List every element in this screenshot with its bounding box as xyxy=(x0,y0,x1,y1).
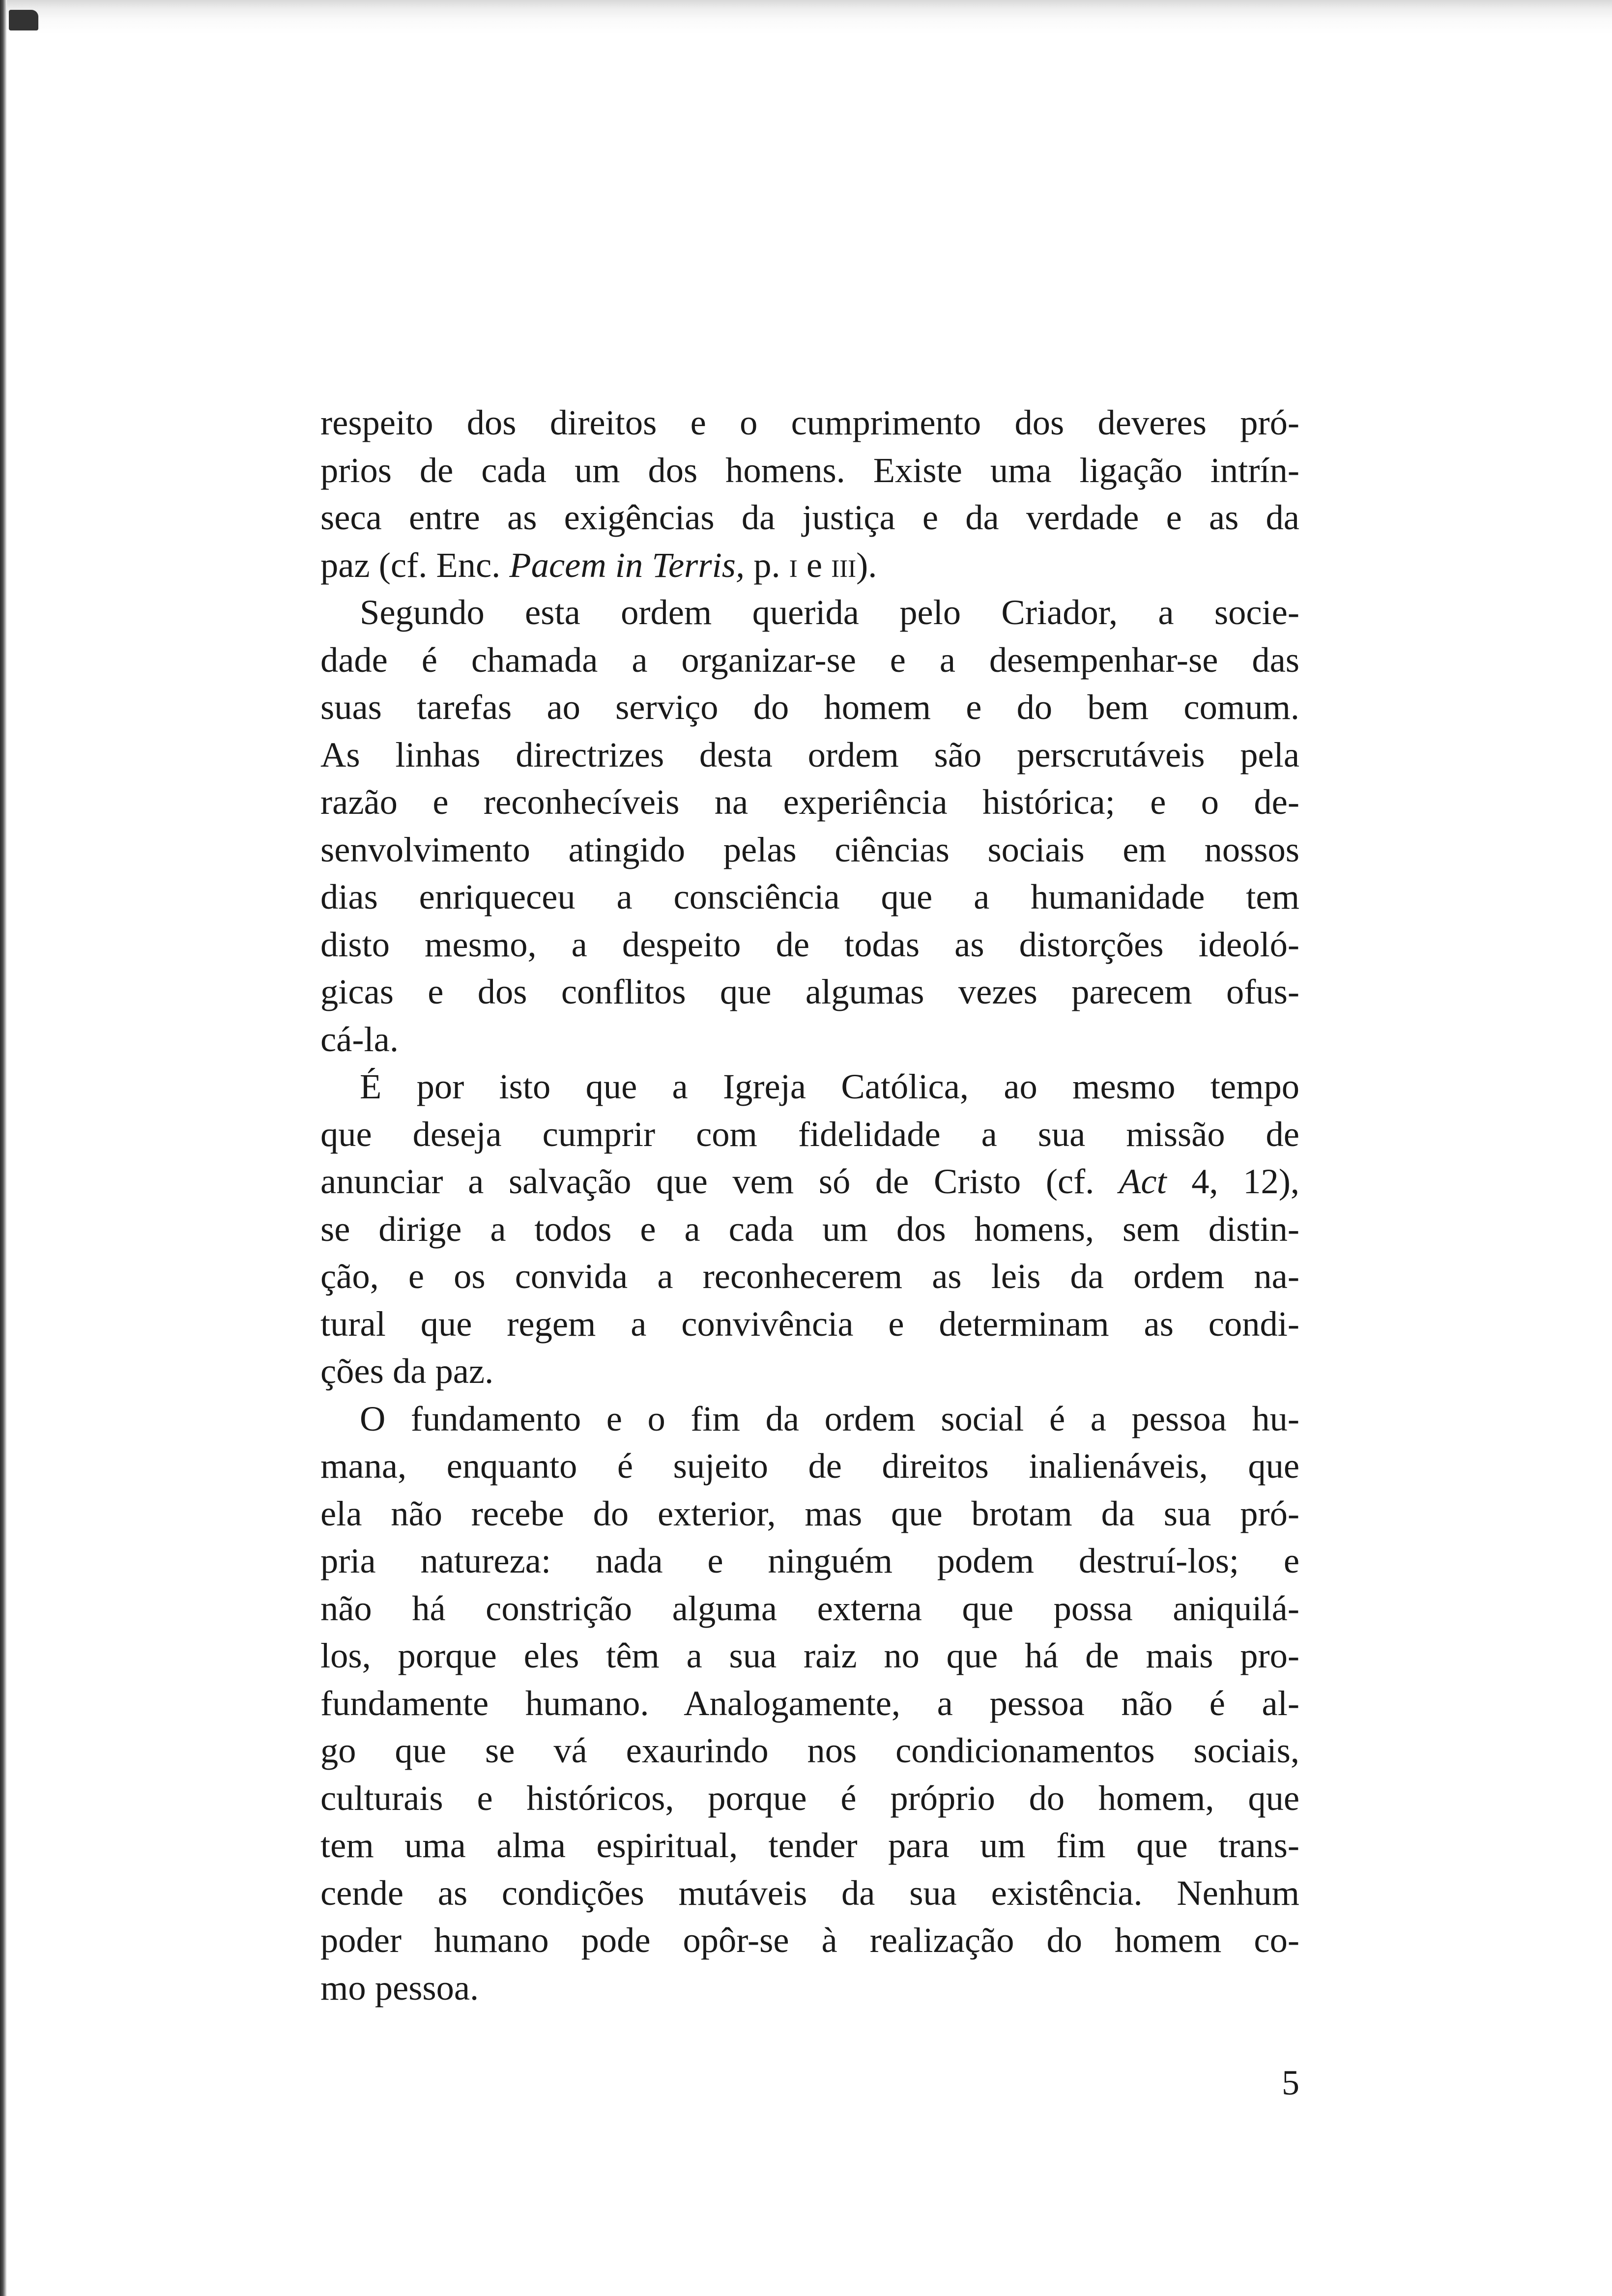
page-number: 5 xyxy=(1282,2063,1299,2102)
text-line: paz (cf. Enc. Pacem in Terris, p. i e iii). xyxy=(320,545,877,585)
text-line: É por isto que a Igreja Católica, ao mesmo tempo xyxy=(360,1066,1299,1106)
scan-top-edge xyxy=(0,0,1612,34)
text-line: O fundamento e o fim da ordem social é a pessoa hu- xyxy=(360,1398,1299,1438)
text-line: culturais e históricos, porque é próprio do homem, que xyxy=(320,1778,1299,1818)
text-line: razão e reconhecíveis na experiência histórica; e o de- xyxy=(320,782,1299,822)
text-line: gicas e dos conflitos que algumas vezes parecem ofus- xyxy=(320,972,1299,1011)
text-line: ção, e os convida a reconhecerem as leis da ordem na- xyxy=(320,1256,1299,1296)
text-line: se dirige a todos e a cada um dos homens, sem distin- xyxy=(320,1208,1299,1249)
text-line: ela não recebe do exterior, mas que brotam da sua pró- xyxy=(320,1493,1299,1533)
text-line: não há constrição alguma externa que possa aniquilá- xyxy=(320,1588,1299,1628)
text-line: ções da paz. xyxy=(320,1351,494,1391)
text-line: fundamente humano. Analogamente, a pessoa não é al- xyxy=(320,1683,1299,1723)
text-line: respeito dos direitos e o cumprimento dos deveres pró- xyxy=(320,402,1299,442)
text-line: suas tarefas ao serviço do homem e do bem comum. xyxy=(320,687,1299,727)
text-line: que deseja cumprir com fidelidade a sua missão de xyxy=(320,1114,1299,1154)
scan-corner-mark xyxy=(9,10,38,30)
text-line: senvolvimento atingido pelas ciências sociais em nossos xyxy=(320,829,1299,869)
text-line: mana, enquanto é sujeito de direitos inalienáveis, que xyxy=(320,1446,1299,1486)
text-line: anunciar a salvação que vem só de Cristo (cf. Act 4, 12), xyxy=(320,1161,1299,1201)
text-line: poder humano pode opôr-se à realização do homem co- xyxy=(320,1920,1299,1960)
text-line: cende as condições mutáveis da sua existência. Nenhum xyxy=(320,1872,1299,1913)
text-line: dias enriqueceu a consciência que a humanidade tem xyxy=(320,877,1299,917)
text-line: Segundo esta ordem querida pelo Criador, a socie- xyxy=(360,592,1299,632)
text-line: cá-la. xyxy=(320,1019,399,1059)
text-line: mo pessoa. xyxy=(320,1967,479,2008)
text-line: seca entre as exigências da justiça e da verdade e as da xyxy=(320,497,1299,537)
text-line: tural que regem a convivência e determinam as condi- xyxy=(320,1303,1299,1344)
text-line: disto mesmo, a despeito de todas as distorções ideoló- xyxy=(320,924,1299,964)
text-line: go que se vá exaurindo nos condicionamentos sociais, xyxy=(320,1730,1299,1770)
text-line: As linhas directrizes desta ordem são perscrutáveis pela xyxy=(320,734,1299,775)
text-line: dade é chamada a organizar-se e a desempenhar-se das xyxy=(320,639,1299,680)
body-text xyxy=(320,399,1299,2011)
text-line: tem uma alma espiritual, tender para um fim que trans- xyxy=(320,1825,1299,1865)
scan-left-edge xyxy=(0,0,7,2296)
text-line: prios de cada um dos homens. Existe uma ligação intrín- xyxy=(320,450,1299,490)
text-line: pria natureza: nada e ninguém podem destruí-los; e xyxy=(320,1541,1299,1580)
text-line: los, porque eles têm a sua raiz no que há de mais pro- xyxy=(320,1636,1299,1675)
